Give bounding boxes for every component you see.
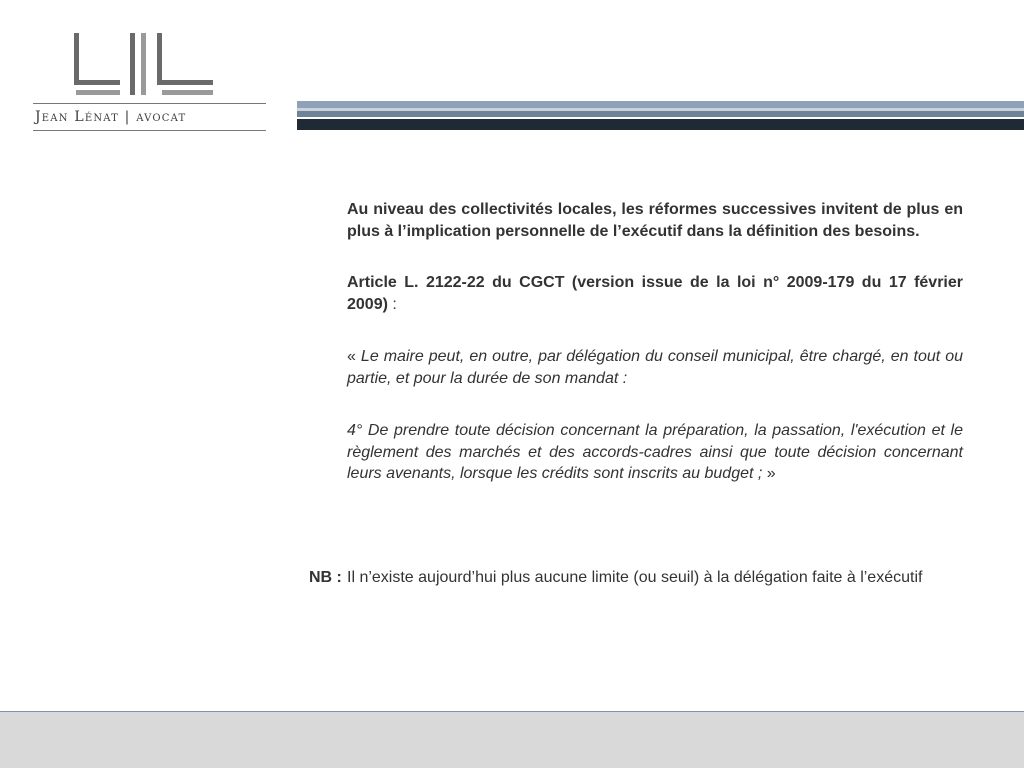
nb-note: [309, 567, 963, 589]
nb-label: NB :: [309, 569, 342, 586]
stripe-mid: [297, 111, 1024, 117]
nb-text: Il n’existe aujourd’hui plus aucune limite (ou seuil) à la délégation faite à l’exécutif: [347, 569, 923, 586]
stripe-dark: [297, 119, 1024, 130]
paragraph-quote-intro: [347, 346, 963, 389]
logo-text: Jean Lénat | avocat: [35, 109, 187, 125]
paragraph-intro: Au niveau des collectivités locales, les réformes successives invitent de plus en plus à l’implication personnelle de l’exécutif dans la définition des besoins.: [347, 201, 963, 240]
article-colon: :: [387, 295, 397, 313]
quote-close-mark: »: [762, 465, 776, 482]
header-stripes: [297, 101, 1024, 132]
quote-open-mark: «: [347, 348, 361, 365]
quote-intro-text: Le maire peut, en outre, par délégation du conseil municipal, être chargé, en tout ou partie, et pour la durée de son mandat :: [347, 348, 964, 387]
main-content: [347, 199, 963, 485]
logo-mark-icon: [33, 33, 266, 113]
footer-bar: [0, 711, 1024, 768]
paragraph-article: [347, 272, 963, 315]
logo-bottom-rule: [33, 130, 266, 131]
article-reference: Article L. 2122-22 du CGCT (version issue de la loi n° 2009-179 du 17 février 2009): [347, 274, 963, 313]
logo: [33, 33, 266, 133]
stripe-light-top: [297, 101, 1024, 108]
paragraph-quote-item: [347, 420, 963, 485]
logo-top-rule: [33, 103, 266, 104]
quote-item-text: 4° De prendre toute décision concernant la préparation, la passation, l'exécution et le règlement des marchés et des accords-cadres ainsi que toute décision concernant leurs avenants, lorsque les crédits sont inscrits au budget ;: [347, 422, 963, 482]
